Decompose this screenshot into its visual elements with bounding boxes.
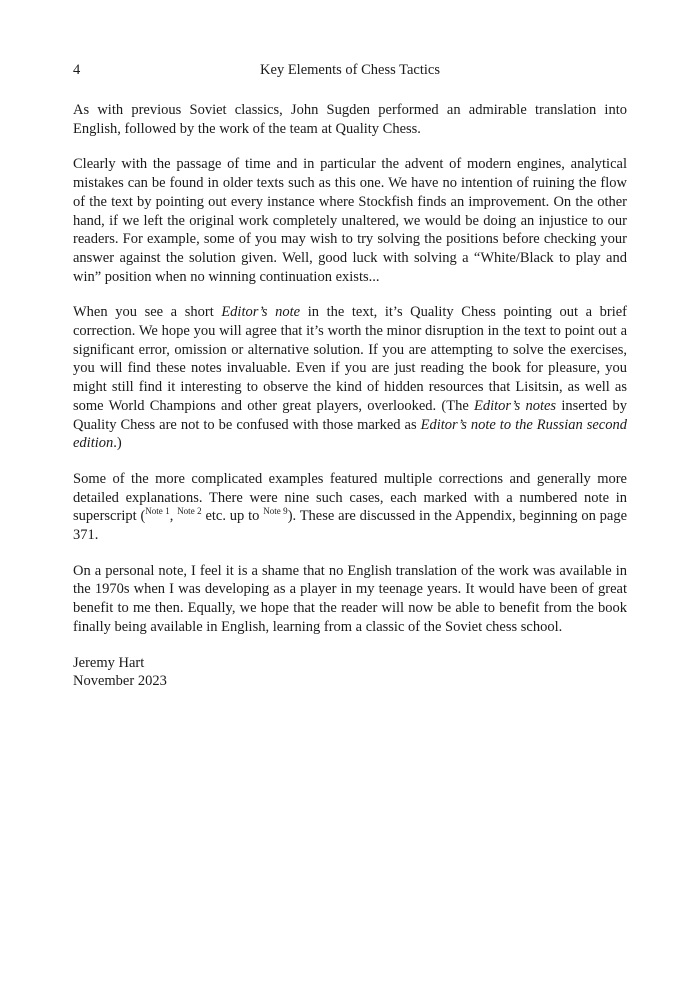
italic-editors-notes: Editor’s notes	[474, 397, 557, 414]
text-segment: etc. up to	[201, 508, 264, 525]
signature-date: November 2023	[73, 673, 167, 690]
text-segment: inserted by Quality Chess are not to be confused with those marked as	[73, 397, 627, 433]
page-header	[73, 58, 627, 82]
text-segment: Some of the more complicated examples featured multiple corrections and generally more detailed explanations. There were nine such cases, each marked with a numbered note in superscript (	[73, 470, 627, 525]
text-segment: ). These are discussed in the Appendix, beginning on page 371.	[73, 508, 628, 544]
signature-name: Jeremy Hart	[73, 654, 145, 671]
page-body	[73, 101, 627, 691]
paragraph-numbered-notes	[73, 470, 627, 545]
page-number: 4	[73, 62, 81, 78]
paragraph-editors-note	[73, 303, 627, 453]
superscript-note-9: Note 9	[263, 505, 288, 516]
text-segment: .)	[113, 435, 122, 452]
signature-block	[73, 654, 627, 691]
text-segment: in the text, it’s Quality Chess pointing out a brief correction. We hope you will agree that it’s worth the minor disruption in the text to point out a significant error, omission or alternative solution. If you are attempting to solve the exercises, you will find these notes invaluable. Even if you are just reading the book for pleasure, you might still find it interesting to observe the kind of hidden resources that Lisitsin, as well as some World Champions and other great players, overlooked. (The	[73, 304, 627, 414]
text-segment: When you see a short	[73, 304, 222, 321]
paragraph-personal-note: On a personal note, I feel it is a shame that no English translation of the work was available in the 1970s when I was developing as a player in my teenage years. It would have been of great benefit to me then. Equally, we hope that the reader will now be able to benefit from the book finally being available in English, learning from a classic of the Soviet chess school.	[73, 562, 627, 635]
running-title: Key Elements of Chess Tactics	[260, 62, 440, 78]
italic-russian-edition-note: Editor’s note to the Russian second edition	[73, 416, 627, 452]
text-segment: ,	[169, 508, 178, 525]
paragraph-engines: Clearly with the passage of time and in particular the advent of modern engines, analytical mistakes can be found in older texts such as this one. We have no intention of ruining the flow of the text by pointing out every instance where Stockfish finds an improvement. On the other hand, if we left the original work completely unaltered, we would be doing an injustice to our readers. For example, some of you may wish to try solving the positions before checking your answer against the solution given. Well, good luck with solving a “White/Black to play and win” position when no winning continuation exists...	[73, 156, 627, 285]
italic-editors-note: Editor’s note	[221, 304, 301, 321]
paragraph-translation: As with previous Soviet classics, John Sugden performed an admirable translation into English, followed by the work of the team at Quality Chess.	[73, 102, 627, 137]
superscript-note-1: Note 1	[145, 505, 170, 516]
superscript-note-2: Note 2	[177, 505, 202, 516]
